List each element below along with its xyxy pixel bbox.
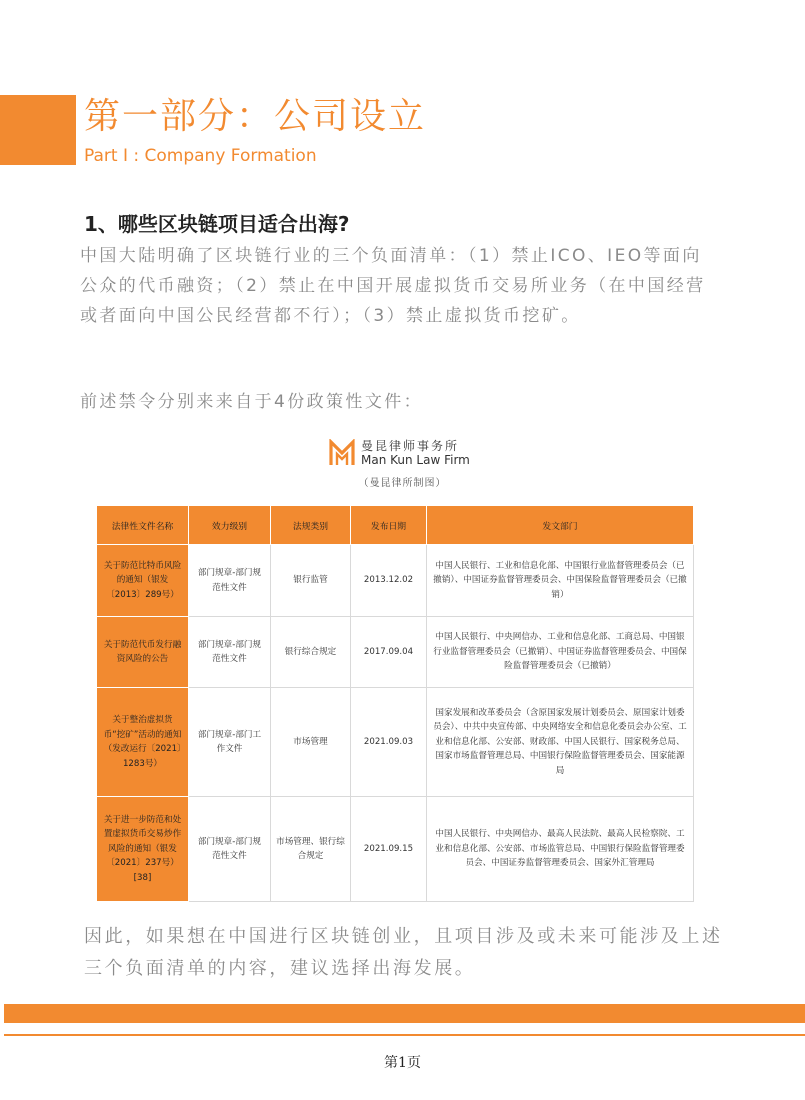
- paragraph-policy-intro: 前述禁令分别来来自于4份政策性文件：: [80, 392, 424, 412]
- column-header: 发文部门: [427, 506, 694, 545]
- department-cell: 中国人民银行、工业和信息化部、中国银行业监督管理委员会（已撤销）、中国证券监督管理委员会、中国保险监督管理委员会（已撤销）: [427, 545, 694, 617]
- column-header: 效力级别: [189, 506, 271, 545]
- category-cell: 市场管理: [271, 688, 351, 797]
- department-cell: 中国人民银行、中央网信办、最高人民法院、最高人民检察院、工业和信息化部、公安部、市场监管总局、中国银行保险监督管理委员会、中国证券监督管理委员会、国家外汇管理局: [427, 797, 694, 902]
- logo-name-en: Man Kun Law Firm: [361, 453, 470, 467]
- figure-caption: （曼昆律所制图）: [358, 478, 447, 489]
- footer-bar: [4, 1004, 805, 1023]
- date-cell: 2021.09.15: [351, 797, 427, 902]
- category-cell: 市场管理、银行综合规定: [271, 797, 351, 902]
- department-cell: 国家发展和改革委员会（含原国家发展计划委员会、原国家计划委员会）、中共中央宣传部、中央网络安全和信息化委员会办公室、工业和信息化部、公安部、财政部、中国人民银行、国家税务总局、国家市场监督管理总局、中国银行保险监督管理委员会、国家能源局: [427, 688, 694, 797]
- date-cell: 2017.09.04: [351, 617, 427, 688]
- date-cell: 2021.09.03: [351, 688, 427, 797]
- page-number: 第1页: [384, 1055, 421, 1071]
- document-name-cell: 关于防范比特币风险的通知（银发〔2013〕289号）: [97, 545, 189, 617]
- table-row: [97, 617, 694, 688]
- level-cell: 部门规章-部门规范性文件: [189, 617, 271, 688]
- paragraph-negative-list: 中国大陆明确了区块链行业的三个负面清单：（1）禁止ICO、IEO等面向公众的代币融资；（2）禁止在中国开展虚拟货币交易所业务（在中国经营或者面向中国公民经营都不行）；（3）禁止虚拟货币挖矿。: [80, 246, 706, 326]
- page-subtitle: Part I : Company Formation: [84, 146, 317, 166]
- document-name-cell: 关于防范代币发行融资风险的公告: [97, 617, 189, 688]
- table-row: [97, 688, 694, 797]
- document-name-cell: 关于整治虚拟货币“挖矿”活动的通知（发改运行〔2021〕1283号）: [97, 688, 189, 797]
- page-title: 第一部分：公司设立: [84, 96, 427, 137]
- level-cell: 部门规章-部门工作文件: [189, 688, 271, 797]
- date-cell: 2013.12.02: [351, 545, 427, 617]
- column-header: 法律性文件名称: [97, 506, 189, 545]
- mankun-logo-icon: [329, 439, 355, 467]
- document-name-cell: 关于进一步防范和处置虚拟货币交易炒作风险的通知（银发〔2021〕237号）[38]: [97, 797, 189, 902]
- level-cell: 部门规章-部门规范性文件: [189, 797, 271, 902]
- header-accent-block: [0, 95, 76, 165]
- footer-divider: [4, 1034, 805, 1036]
- policy-documents-table: [96, 505, 694, 902]
- department-cell: 中国人民银行、中央网信办、工业和信息化部、工商总局、中国银行业监督管理委员会（已撤销）、中国证券监督管理委员会、中国保险监督管理委员会（已撤销）: [427, 617, 694, 688]
- table-row: [97, 545, 694, 617]
- section-question: 1、哪些区块链项目适合出海?: [84, 212, 350, 236]
- logo-name-cn: 曼昆律师事务所: [361, 439, 460, 453]
- category-cell: 银行综合规定: [271, 617, 351, 688]
- paragraph-conclusion: 因此，如果想在中国进行区块链创业，且项目涉及或未来可能涉及上述三个负面清单的内容，建议选择出海发展。: [84, 926, 723, 979]
- table-row: [97, 797, 694, 902]
- category-cell: 银行监管: [271, 545, 351, 617]
- level-cell: 部门规章-部门规范性文件: [189, 545, 271, 617]
- column-header: 发布日期: [351, 506, 427, 545]
- law-firm-logo: [329, 437, 470, 469]
- column-header: 法规类别: [271, 506, 351, 545]
- table-header-row: [97, 506, 694, 545]
